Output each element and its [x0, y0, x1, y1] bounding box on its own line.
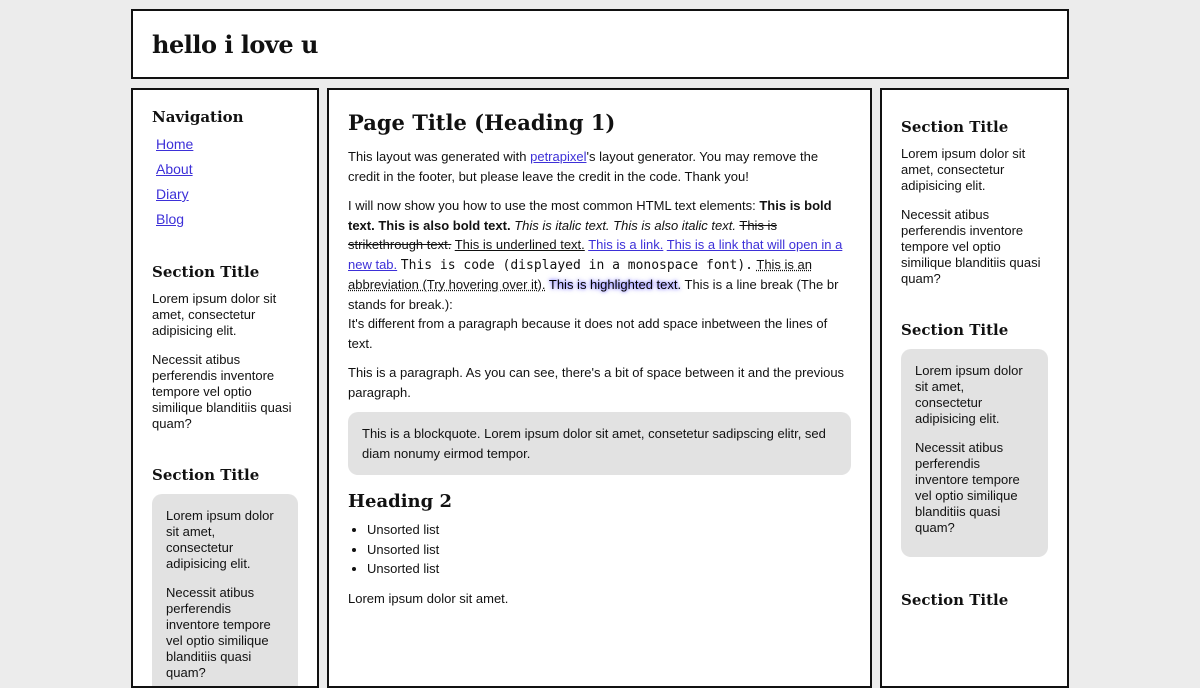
right-section-3: [901, 591, 1048, 609]
section-paragraph: Lorem ipsum dolor sit amet, consectetur adipisicing elit.: [901, 146, 1026, 193]
page: [131, 9, 1069, 680]
line-break-text: This is a line break (The br stands for break.):: [348, 277, 839, 312]
section-box: [152, 494, 298, 688]
line-break-text: It's different from a paragraph because it does not add space inbetween the lines of text.: [348, 316, 828, 351]
section-paragraph: Necessit atibus perferendis inventore tempore vel optio similique blanditiis quasi quam?: [915, 440, 1020, 535]
nav-list: [152, 136, 298, 229]
right-section-1: [901, 118, 1048, 287]
section-paragraph: Lorem ipsum dolor sit amet, consectetur adipisicing elit.: [166, 508, 274, 571]
section-title: Section Title: [901, 591, 1009, 609]
nav-item-diary: [156, 186, 298, 204]
section-title: Section Title: [152, 466, 260, 484]
unsorted-list: [348, 520, 851, 579]
site-header: [131, 9, 1069, 79]
nav-link-blog[interactable]: Blog: [156, 211, 185, 227]
section-title: Section Title: [901, 321, 1009, 339]
petrapixel-link[interactable]: petrapixel: [530, 149, 587, 164]
section-title: Section Title: [152, 263, 260, 281]
right-section-2: [901, 321, 1048, 557]
bold-text: This is also bold text.: [378, 217, 511, 233]
nav-item-home: [156, 136, 298, 154]
list-item: • Unsorted list: [367, 540, 851, 560]
columns: [131, 88, 1069, 688]
nav-item-blog: [156, 211, 298, 229]
site-title: hello i love u: [152, 29, 318, 59]
underlined-text: This is underlined text.: [454, 237, 585, 252]
intro-paragraph: [348, 147, 851, 186]
italic-text: This is italic text.: [514, 217, 610, 233]
lead-text: I will now show you how to use the most common HTML text elements:: [348, 198, 760, 213]
list-item: • Unsorted list: [367, 520, 851, 540]
section-paragraph: Lorem ipsum dolor sit amet, consectetur adipisicing elit.: [915, 363, 1023, 426]
paragraph: Lorem ipsum dolor sit amet.: [348, 590, 509, 606]
code-text: This is code (displayed in a monospace font).: [400, 257, 753, 273]
elements-paragraph: [348, 196, 851, 353]
heading-2: Heading 2: [348, 491, 453, 512]
left-section-1: [152, 263, 298, 432]
italic-text: This is also italic text.: [613, 217, 736, 233]
blockquote: This is a blockquote. Lorem ipsum dolor sit amet, consetetur sadipscing elitr, sed diam nonumy eirmod tempor.: [348, 412, 851, 475]
bold-text: This is bold text.: [348, 198, 832, 233]
abbreviation-text[interactable]: This is an abbreviation (Try hovering over it).: [348, 256, 813, 292]
example-link[interactable]: This is a link.: [588, 237, 664, 252]
page-title: Page Title (Heading 1): [348, 110, 616, 135]
section-paragraph: Necessit atibus perferendis inventore tempore vel optio similique blanditiis quasi quam?: [901, 207, 1041, 286]
left-section-2: [152, 466, 298, 688]
strikethrough-text: This is strikethrough text.: [348, 217, 777, 252]
section-box: [901, 349, 1048, 557]
paragraph: This is a paragraph. As you can see, there's a bit of space between it and the previous paragraph.: [348, 365, 845, 400]
section-paragraph: Necessit atibus perferendis inventore tempore vel optio similique blanditiis quasi quam?: [166, 585, 271, 680]
intro-text: This layout was generated with: [348, 149, 531, 164]
nav-link-about[interactable]: About: [156, 161, 193, 177]
section-paragraph: Lorem ipsum dolor sit amet, consectetur adipisicing elit.: [152, 291, 277, 338]
main-content[interactable]: [327, 88, 872, 688]
new-tab-link[interactable]: This is a link that will open in a new tab.: [348, 237, 843, 272]
nav-link-home[interactable]: Home: [156, 136, 194, 152]
left-sidebar[interactable]: [131, 88, 319, 688]
nav-link-diary[interactable]: Diary: [156, 186, 189, 202]
intro-text: 's layout generator. You may remove the credit in the footer, but please leave the credit in the code. Thank you!: [348, 149, 819, 184]
highlighted-text: This is highlighted text.: [548, 277, 682, 292]
nav-title: Navigation: [152, 108, 244, 126]
section-title: Section Title: [901, 118, 1009, 136]
list-item: • Unsorted list: [367, 559, 851, 579]
section-paragraph: Necessit atibus perferendis inventore tempore vel optio similique blanditiis quasi quam?: [152, 352, 292, 431]
right-sidebar[interactable]: [880, 88, 1069, 688]
nav-item-about: [156, 161, 298, 179]
